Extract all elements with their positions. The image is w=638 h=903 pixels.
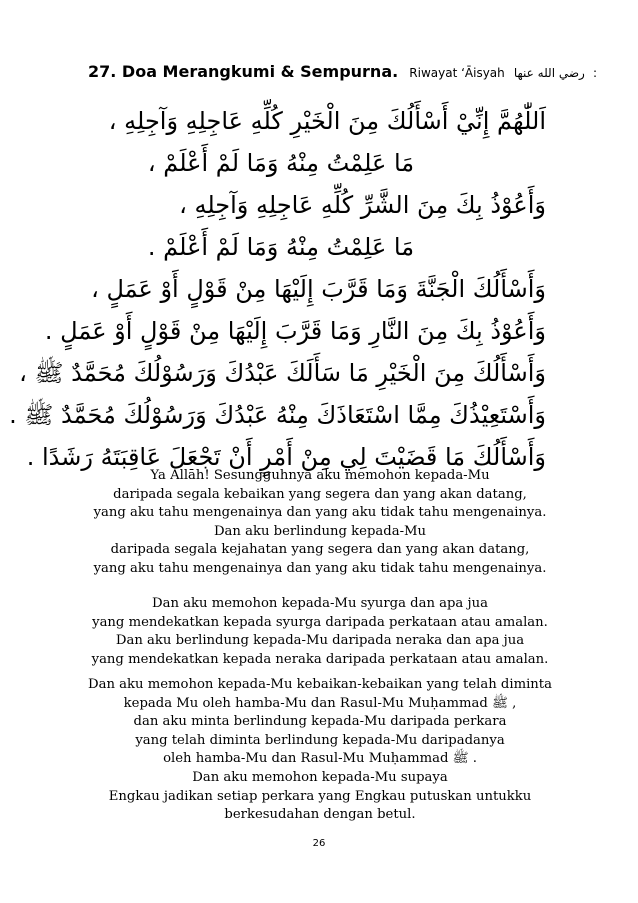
arabic-line: مَا عَلِمْتُ مِنْهُ وَمَا لَمْ أَعْلَمْ . xyxy=(147,233,415,261)
translation-line: kepada Mu oleh hamba-Mu dan Rasul-Mu Muḥammad ﷺ , xyxy=(123,695,517,711)
translation-line: yang mendekatkan kepada syurga daripada perkataan atau amalan. xyxy=(92,614,548,630)
translation-line: yang telah diminta berlindung kepada-Mu daripadanya xyxy=(135,732,505,748)
arabic-line: اَللّٰهُمَّ إِنِّيْ أَسْأَلُكَ مِنَ الْخَيْرِ كُلِّهِ عَاجِلِهِ وَآجِلِهِ ، xyxy=(108,107,546,135)
arabic-line: وَأَسْأَلُكَ مَا قَضَيْتَ لِي مِنْ أَمْرٍ أَنْ تَجْعَلَ عَاقِبَتَهُ رَشَدًا . xyxy=(26,443,546,471)
translation-line: daripada segala kebaikan yang segera dan yang akan datang, xyxy=(113,486,527,502)
translation-line: berkesudahan dengan betul. xyxy=(224,807,416,823)
arabic-line: وَأَسْأَلُكَ الْجَنَّةَ وَمَا قَرَّبَ إِلَيْهَا مِنْ قَوْلٍ أَوْ عَمَلٍ ، xyxy=(91,275,546,303)
translation-paragraph-1 xyxy=(70,467,570,579)
translation-line: yang aku tahu mengenainya dan yang aku tidak tahu mengenainya. xyxy=(93,505,547,521)
arabic-line: وَأَعُوْذُ بِكَ مِنَ النَّارِ وَمَا قَرَّبَ إِلَيْهَا مِنْ قَوْلٍ أَوْ عَمَلٍ . xyxy=(44,317,546,345)
prayer-title: 27. Doa Merangkumi & Sempurna. xyxy=(88,62,399,81)
translation-line: Dan aku memohon kepada-Mu kebaikan-kebaikan yang telah diminta xyxy=(88,677,552,692)
translation-line: Dan aku memohon kepada-Mu syurga dan apa jua xyxy=(152,596,488,611)
translation-line: oleh hamba-Mu dan Rasul-Mu Muḥammad ﷺ . xyxy=(163,751,477,767)
translation-paragraph-3 xyxy=(70,676,570,825)
arabic-line: وَأَسْتَعِيْذُكَ مِمَّا اسْتَعَاذَكَ مِنْهُ عَبْدُكَ وَرَسُوْلُكَ مُحَمَّدٌ ﷺ . xyxy=(9,401,546,429)
translation-line: yang mendekatkan kepada neraka daripada perkataan atau amalan. xyxy=(91,651,549,667)
prayer-heading xyxy=(88,62,597,81)
translation-line: Ya Allāh! Sesungguhnya aku memohon kepada-Mu xyxy=(150,468,490,483)
honorific-glyph: رضي الله عنها xyxy=(513,66,585,80)
arabic-line: مَا عَلِمْتُ مِنْهُ وَمَا لَمْ أَعْلَمْ ، xyxy=(147,149,415,177)
page-number: 26 xyxy=(312,838,326,849)
arabic-prayer-text xyxy=(9,100,546,478)
translation-line: daripada segala kejahatan yang segera dan yang akan datang, xyxy=(110,542,530,558)
translation-line: Dan aku berlindung kepada-Mu daripada neraka dan apa jua xyxy=(115,633,525,649)
translation-line: yang aku tahu mengenainya dan yang aku tidak tahu mengenainya. xyxy=(93,560,547,576)
translation-line: Dan aku memohon kepada-Mu supaya xyxy=(192,769,448,785)
translation-line: Engkau jadikan setiap perkara yang Engkau putuskan untukku xyxy=(108,788,532,804)
narrator-label: Riwayat ‘Āisyah xyxy=(409,66,505,80)
translation-line: dan aku minta berlindung kepada-Mu daripada perkara xyxy=(133,714,507,730)
arabic-line: وَأَسْأَلُكَ مِنَ الْخَيْرِ مَا سَأَلَكَ عَبْدُكَ وَرَسُوْلُكَ مُحَمَّدٌ ﷺ ، xyxy=(19,359,546,387)
arabic-line: وَأَعُوْذُ بِكَ مِنَ الشَّرِّ كُلِّهِ عَاجِلِهِ وَآجِلِهِ ، xyxy=(179,191,546,219)
translation-line: Dan aku berlindung kepada-Mu xyxy=(213,523,427,539)
heading-colon: : xyxy=(592,66,597,80)
translation-paragraph-2 xyxy=(70,595,570,669)
